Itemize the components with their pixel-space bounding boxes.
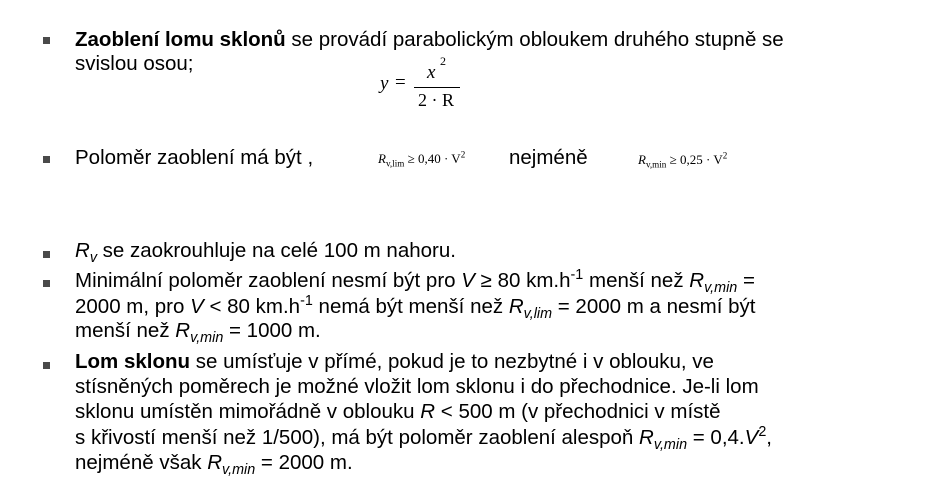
text: < 80 km.h [203,295,301,318]
r-symbol: R [689,269,705,292]
bullet-marker [43,362,50,369]
r-symbol: R [420,400,436,423]
formula-sub: v,min [645,159,667,170]
text: = 1000 m. [223,319,321,342]
r-symbol: R [207,451,222,474]
text: 2000 m, pro [75,295,191,318]
text: se umísťuje v přímé, pokud je to nezbytné i v oblouku, ve [190,350,714,373]
formula-lhs: y [380,73,389,94]
exponent: -1 [300,293,313,310]
bullet1-bold-term: Zaoblení lomu sklonů [75,28,286,51]
formula-equals: = [395,72,406,93]
text: = 2000 m a nesmí být [552,295,756,318]
bullet3-line [75,239,456,267]
r-symbol: R [508,295,524,318]
bullet5-line1 [75,350,714,374]
formula-denominator: 2 · R [418,90,454,110]
text: Minimální poloměr zaoblení nesmí být pro [75,269,462,292]
bullet-marker [43,280,50,287]
formula-rest: ≥ 0,40 · V [407,151,461,166]
bullet4-line1 [75,267,755,297]
bullet1-line2: svislou osou; [75,52,194,75]
text: sklonu umístěn mimořádně v oblouku [75,400,421,423]
subscript: v,min [190,330,224,347]
subscript: v,min [704,280,738,297]
text: menší než [583,269,690,292]
text: nemá být menší než [312,295,509,318]
text: = [737,269,755,292]
text: ≥ 80 km.h [474,269,571,292]
bullet-marker [43,156,50,163]
formula-numerator: x [427,62,436,83]
bullet2-text: Poloměr zaoblení má být , [75,146,314,169]
exponent: -1 [570,267,584,284]
bullet-marker [43,37,50,44]
subscript: v,lim [523,306,553,323]
bullet5-line3 [75,400,721,424]
v-symbol: V [190,295,204,318]
formula-sub: v,lim [385,158,405,169]
rv-symbol: R [75,239,90,262]
formula-exp: 2 [722,150,728,161]
text: nejméně však [75,451,208,474]
bullet4-line3 [75,319,321,347]
text: s křivostí menší než 1/500), má být poloměr zaoblení alespoň [75,426,640,449]
formula-rest: ≥ 0,25 · V [669,152,723,167]
v-symbol: V [461,269,475,292]
exponent: 2 [758,424,767,441]
bullet2-middle: nejméně [509,146,588,169]
bullet1-line1 [75,28,784,52]
bullet5-bold-term: Lom sklonu [75,350,191,373]
formula-R: R [378,151,386,166]
v-symbol: V [744,426,759,449]
rv-lim-formula [378,151,465,167]
rv-min-formula [638,152,727,168]
bullet-marker [43,251,50,258]
fraction-bar [414,87,460,88]
r-symbol: R [639,426,654,449]
text: < 500 m (v přechodnici v místě [435,400,721,423]
rv-subscript: v [89,250,97,267]
subscript: v,min [222,462,256,479]
bullet3-text: se zaokrouhluje na celé 100 m nahoru. [96,239,456,262]
text: menší než [75,319,176,342]
bullet5-line4 [75,424,772,454]
formula-exp: 2 [460,149,466,160]
r-symbol: R [175,319,191,342]
subscript: v,min [653,437,688,454]
text: = 0,4. [687,426,745,449]
formula-numerator-exponent: 2 [440,54,446,68]
bullet5-line5 [75,451,353,479]
bullet4-line2 [75,293,756,323]
bullet1-text: se provádí parabolickým obloukem druhého stupně se [285,28,784,51]
text: , [766,426,772,449]
formula-R: R [638,152,646,167]
text: = 2000 m. [255,451,353,474]
bullet5-line2: stísněných poměrech je možné vložit lom sklonu i do přechodnice. Je-li lom [75,375,759,398]
